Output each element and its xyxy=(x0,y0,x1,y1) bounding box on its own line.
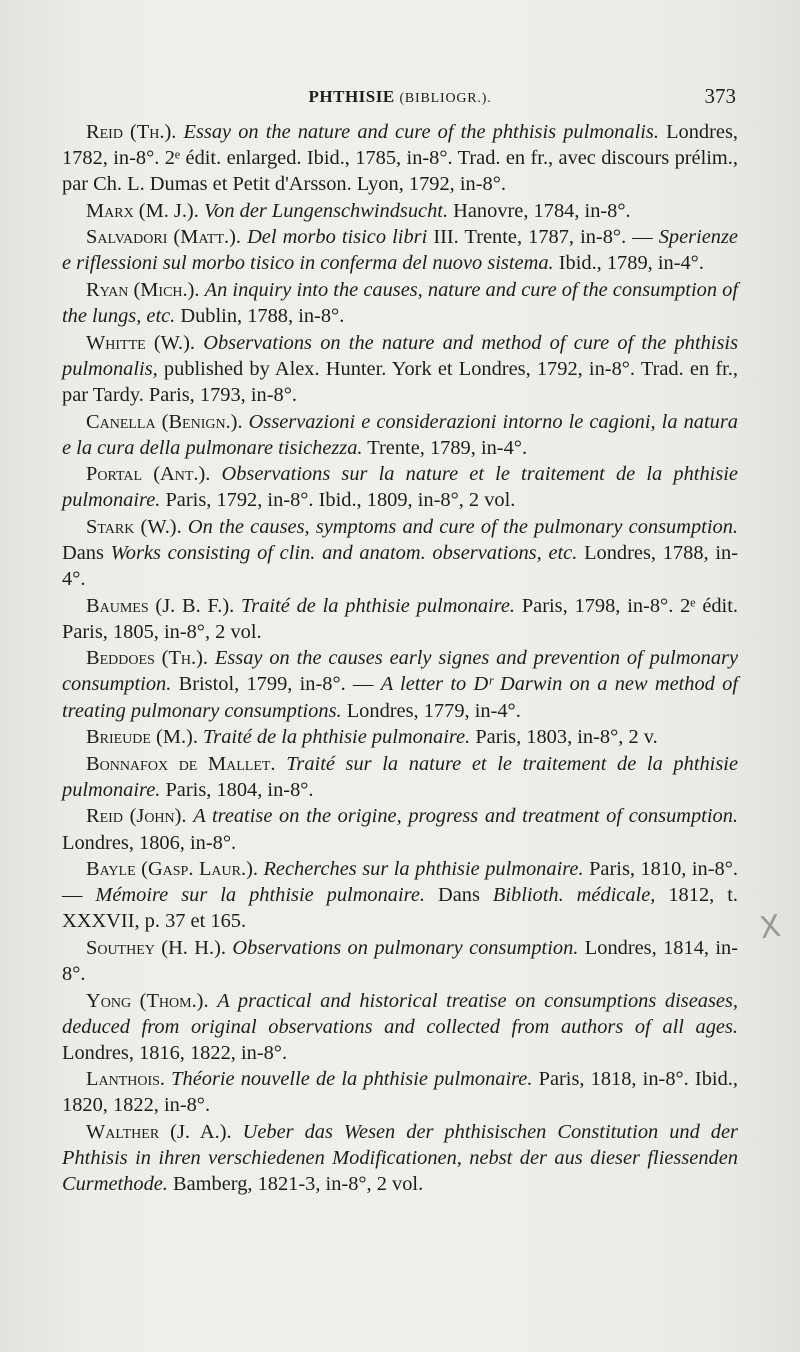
entry-author: Baumes (J. B. F.). xyxy=(86,594,235,617)
entry-publication: Paris, 1818, in-8°. Ibid., 1820, 1822, in-8°. xyxy=(62,1068,738,1117)
bibliography-entry xyxy=(62,330,738,408)
entry-publication: III. Trente, 1787, in-8°. — xyxy=(433,226,653,249)
entry-author: Canella (Benign.). xyxy=(86,410,243,433)
bibliography-entry xyxy=(62,119,738,197)
entry-publication: Paris, 1804, in-8°. xyxy=(165,778,314,801)
entry-author: Beddoes (Th.). xyxy=(86,647,209,670)
pencil-margin-mark: X xyxy=(757,908,783,947)
bibliography-entry xyxy=(62,277,738,329)
entry-publication: Dublin, 1788, in-8°. xyxy=(180,305,345,328)
entry-title: On the causes, symptoms and cure of the pulmonary consumption. xyxy=(187,515,738,538)
bibliography-list xyxy=(62,119,738,1198)
entry-title: Recherches sur la phthisie pulmonaire. xyxy=(263,858,584,881)
running-title-main: PHTHISIE xyxy=(308,87,395,106)
entry-author: Walther (J. A.). xyxy=(86,1121,232,1144)
bibliography-entry xyxy=(62,724,738,750)
entry-author: Stark (W.). xyxy=(86,515,182,538)
entry-author: Portal (Ant.). xyxy=(86,463,211,486)
entry-author: Marx (M. J.). xyxy=(86,199,199,222)
bibliography-entry xyxy=(62,751,738,803)
bibliography-entry xyxy=(62,1119,738,1197)
entry-publication-second: Londres, 1788, in-4°. xyxy=(62,542,738,591)
entry-publication: Trente, 1789, in-4°. xyxy=(367,436,528,459)
entry-title-second: A letter to Dʳ Darwin on a new method of treating pulmonary consumptions. xyxy=(62,673,739,722)
entry-title: Théorie nouvelle de la phthisie pulmonaire. xyxy=(171,1068,533,1091)
bibliography-entry xyxy=(62,409,738,461)
entry-publication: Paris, 1810, in-8°. — xyxy=(62,858,738,907)
bibliography-entry xyxy=(62,593,738,645)
running-title-subtitle: (BIBLIOGR.). xyxy=(399,91,492,106)
entry-author: Yong (Thom.). xyxy=(86,989,209,1012)
entry-publication: Paris, 1803, in-8°, 2 v. xyxy=(475,726,658,749)
entry-publication: Paris, 1792, in-8°. Ibid., 1809, in-8°, 2 vol. xyxy=(165,489,516,512)
entry-publication: Paris, 1798, in-8°. 2ᵉ édit. Paris, 1805, in-8°, 2 vol. xyxy=(62,594,738,643)
entry-publication-third: 1812, t. XXXVII, p. 37 et 165. xyxy=(62,884,738,933)
bibliography-entry xyxy=(62,803,738,855)
bibliography-entry xyxy=(62,461,738,513)
entry-title: Observations on pulmonary consumption. xyxy=(232,936,579,959)
entry-title: Traité de la phthisie pulmonaire. xyxy=(241,594,516,617)
entry-author: Salvadori (Matt.). xyxy=(86,226,241,249)
entry-author: Whitte (W.). xyxy=(86,331,196,354)
entry-title-second: Mémoire sur la phthisie pulmonaire. xyxy=(95,884,425,907)
entry-publication-second: Londres, 1779, in-4°. xyxy=(346,699,521,722)
entry-publication: Londres, 1782, in-8°. 2ᵉ édit. enlarged. Ibid., 1785, in-8°. Trad. en fr., avec discours prélim., par Ch. L. Dumas et Petit d'Arsson. Lyon, 1792, in-8°. xyxy=(62,121,738,196)
entry-title: An inquiry into the causes, nature and cure of the consumption of the lungs, etc. xyxy=(62,279,738,328)
entry-publication: Dans xyxy=(62,542,104,564)
bibliography-entry xyxy=(62,514,738,592)
entry-title-third: Biblioth. médicale, xyxy=(492,884,656,907)
bibliography-entry xyxy=(62,935,738,987)
bibliography-entry xyxy=(62,856,738,934)
entry-title: A practical and historical treatise on consumptions diseases, deduced from original observations and collected from authors of all ages. xyxy=(62,989,738,1038)
entry-title: Essay on the nature and cure of the phthisis pulmonalis. xyxy=(183,121,659,143)
entry-author: Reid (Th.). xyxy=(86,121,177,143)
entry-author: Reid (John). xyxy=(86,805,187,828)
entry-publication: Londres, 1816, 1822, in-8°. xyxy=(62,1041,288,1064)
entry-author: Lanthois. xyxy=(86,1068,165,1091)
page-number: 373 xyxy=(704,84,736,108)
entry-author: Ryan (Mich.). xyxy=(86,279,200,302)
bibliography-entry xyxy=(62,988,738,1066)
page-header xyxy=(62,84,738,114)
entry-publication-second: Dans xyxy=(437,884,480,907)
bibliography-entry xyxy=(62,1066,738,1118)
entry-publication: Hanovre, 1784, in-8°. xyxy=(453,199,631,222)
entry-publication-second: Ibid., 1789, in-4°. xyxy=(558,252,704,275)
entry-title: Osservazioni e considerazioni intorno le cagioni, la natura e la cura della pulmonare tisichezza. xyxy=(62,410,738,459)
entry-title: Del morbo tisico libri xyxy=(247,226,428,249)
entry-title-second: Sperienze e riflessioni sul morbo tisico in conferma del nuovo sistema. xyxy=(62,226,738,275)
entry-publication: Bamberg, 1821-3, in-8°, 2 vol. xyxy=(173,1173,424,1196)
bibliography-entry xyxy=(62,645,738,723)
entry-title: A treatise on the origine, progress and treatment of consumption. xyxy=(193,805,739,828)
entry-title-second: Works consisting of clin. and anatom. observations, etc. xyxy=(110,542,578,564)
entry-title: Essay on the causes early signes and prevention of pulmonary consumption. xyxy=(62,647,738,696)
bibliography-entry xyxy=(62,224,738,276)
bibliography-entry xyxy=(62,198,738,224)
entry-publication: Bristol, 1799, in-8°. — xyxy=(178,673,374,696)
entry-title: Traité de la phthisie pulmonaire. xyxy=(203,726,471,749)
running-title xyxy=(62,87,738,107)
entry-author: Bonnafox de Mallet. xyxy=(86,752,276,775)
entry-title: Von der Lungenschwindsucht. xyxy=(203,199,449,222)
entry-title: Traité sur la nature et le traitement de la phthisie pulmonaire. xyxy=(62,752,738,801)
entry-publication: Londres, 1814, in-8°. xyxy=(62,936,739,985)
entry-title: Observations on the nature and method of cure of the phthisis pulmonalis, xyxy=(62,331,739,380)
entry-publication: Londres, 1806, in-8°. xyxy=(62,831,237,854)
entry-publication: published by Alex. Hunter. York et Londres, 1792, in-8°. Trad. en fr., par Tardy. Paris, 1793, in-8°. xyxy=(62,357,738,406)
entry-title: Ueber das Wesen der phthisischen Constitution und der Phthisis in ihren verschiedenen Modificationen, nebst der aus dieser fliessenden Curmethode. xyxy=(62,1121,738,1196)
entry-author: Brieude (M.). xyxy=(86,726,198,749)
entry-author: Bayle (Gasp. Laur.). xyxy=(86,858,258,881)
entry-author: Southey (H. H.). xyxy=(86,936,226,959)
entry-title: Observations sur la nature et le traitement de la phthisie pulmonaire. xyxy=(62,463,738,512)
